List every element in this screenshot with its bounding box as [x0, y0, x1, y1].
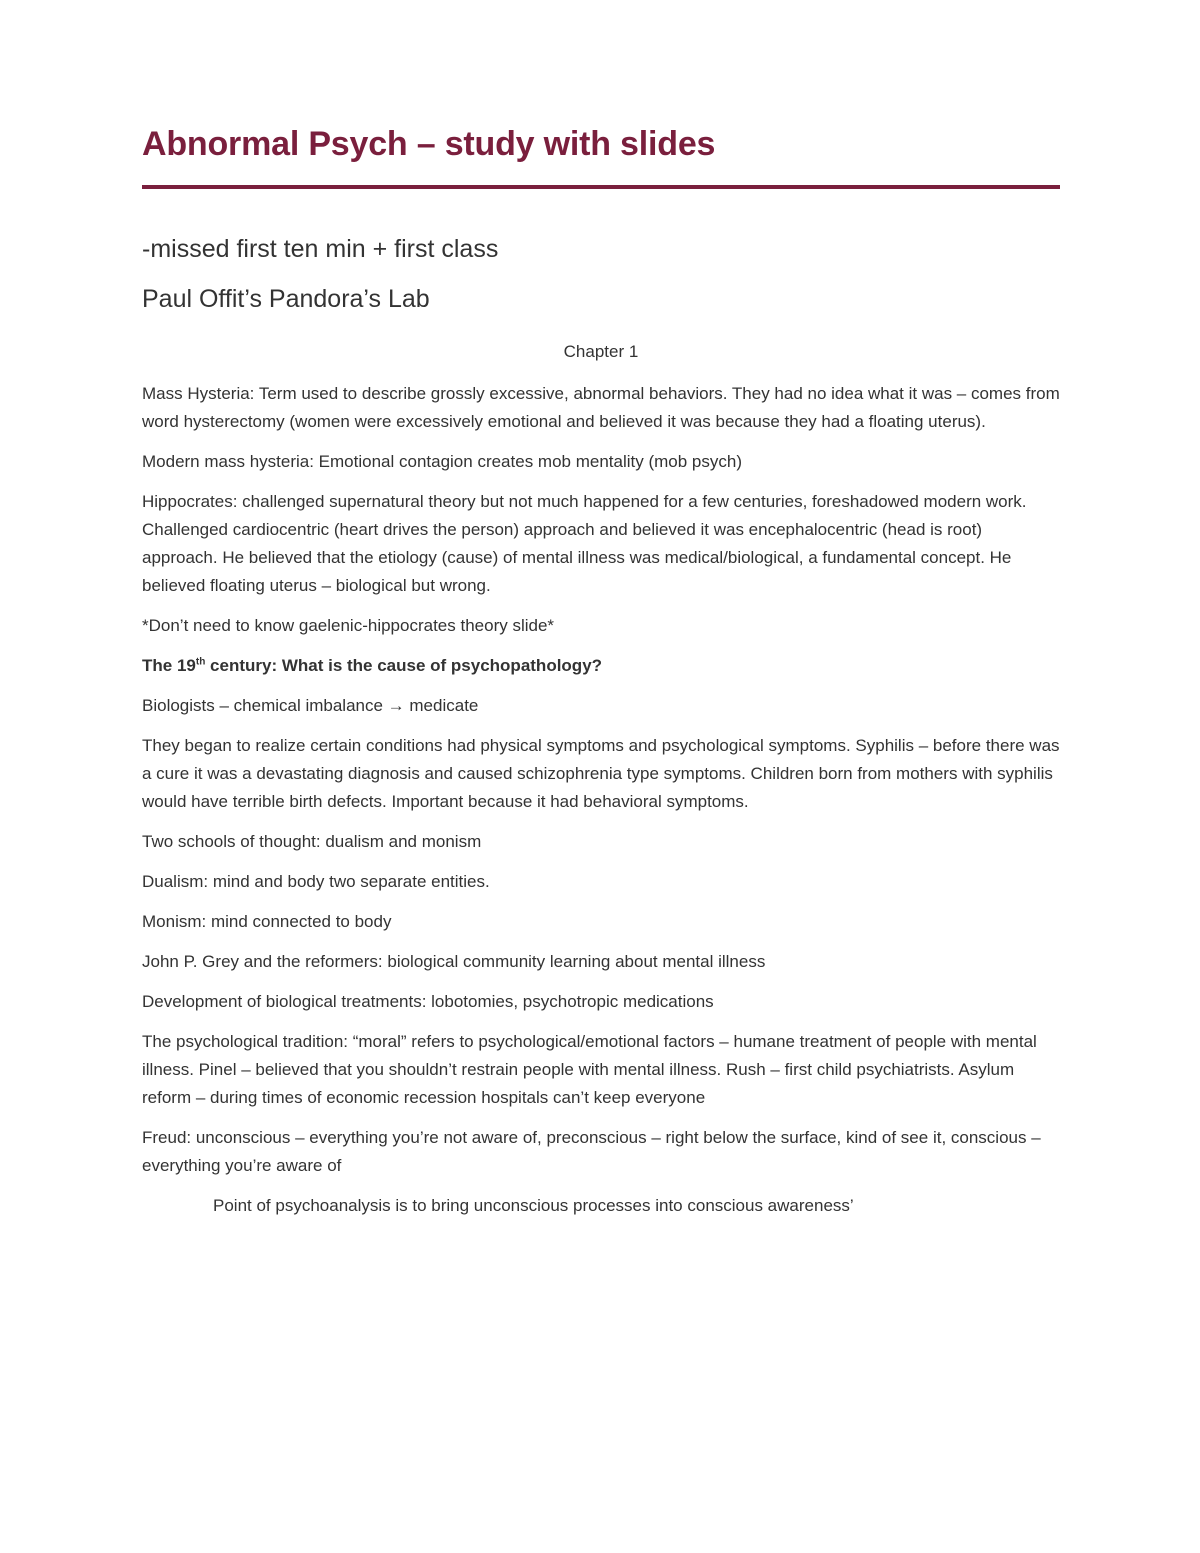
- paragraph-psychological-tradition: The psychological tradition: “moral” refers to psychological/emotional factors – humane treatment of people with mental illness. Pinel – believed that you shouldn’t restrain people with mental illness. Rush – first child psychiatrists. Asylum reform – during times of economic recession hospitals can’t keep everyone: [142, 1032, 1037, 1107]
- paragraph-biologists: Biologists – chemical imbalance → medicate: [142, 696, 479, 715]
- paragraph-modern-mass-hysteria: Modern mass hysteria: Emotional contagion creates mob mentality (mob psych): [142, 452, 742, 471]
- book-reference: Paul Offit’s Pandora’s Lab: [142, 285, 430, 313]
- document-page: [142, 120, 1060, 1220]
- paragraph-monism: Monism: mind connected to body: [142, 912, 392, 931]
- paragraph-biological-treatments: Development of biological treatments: lobotomies, psychotropic medications: [142, 992, 714, 1011]
- heading-superscript: th: [195, 656, 206, 668]
- paragraph-slide-note: *Don’t need to know gaelenic-hippocrates theory slide*: [142, 616, 555, 635]
- paragraph-schools-of-thought: Two schools of thought: dualism and monism: [142, 832, 482, 851]
- paragraph-psychoanalysis: Point of psychoanalysis is to bring unconscious processes into conscious awareness’: [213, 1196, 854, 1215]
- paragraph-hippocrates: Hippocrates: challenged supernatural theory but not much happened for a few centuries, foreshadowed modern work. Challenged cardiocentric (heart drives the person) approach and believed it was encephalocentric (head is root) approach. He believed that the etiology (cause) of mental illness was medical/biological, a fundamental concept. He believed floating uterus – biological but wrong.: [142, 492, 1027, 595]
- note-missed-class: -missed first ten min + first class: [142, 235, 499, 263]
- title-divider: [142, 185, 1060, 189]
- paragraph-dualism: Dualism: mind and body two separate entities.: [142, 872, 490, 891]
- document-title: Abnormal Psych – study with slides: [142, 125, 716, 163]
- heading-text-start: The 19: [142, 656, 196, 675]
- heading-text-end: century: What is the cause of psychopathology?: [205, 656, 603, 675]
- paragraph-john-grey: John P. Grey and the reformers: biological community learning about mental illness: [142, 952, 766, 971]
- paragraph-mass-hysteria: Mass Hysteria: Term used to describe grossly excessive, abnormal behaviors. They had no idea what it was – comes from word hysterectomy (women were excessively emotional and believed it was because they had a floating uterus).: [142, 384, 1060, 431]
- paragraph-syphilis: They began to realize certain conditions had physical symptoms and psychological symptoms. Syphilis – before there was a cure it was a devastating diagnosis and caused schizophrenia type symptoms. Children born from mothers with syphilis would have terrible birth defects. Important because it had behavioral symptoms.: [142, 736, 1060, 811]
- section-heading-19th-century: [142, 652, 1060, 680]
- paragraph-freud: Freud: unconscious – everything you’re not aware of, preconscious – right below the surface, kind of see it, conscious – everything you’re aware of: [142, 1128, 1041, 1175]
- chapter-heading: Chapter 1: [563, 342, 639, 361]
